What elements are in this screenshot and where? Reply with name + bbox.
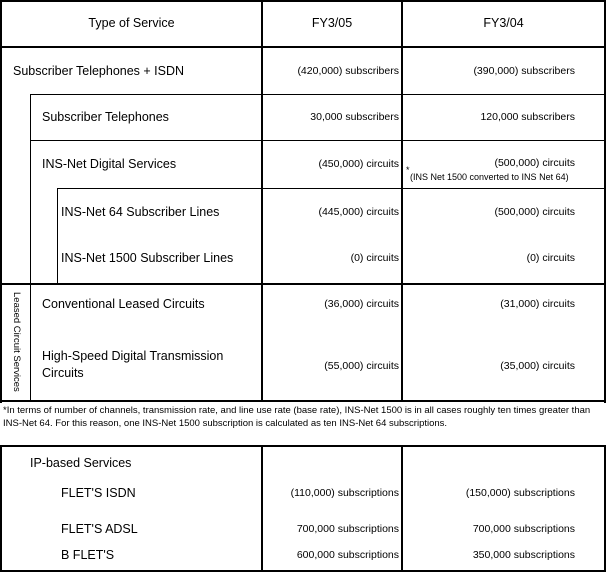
row-label-ins-net-64: INS-Net 64 Subscriber Lines xyxy=(61,205,220,219)
row-label-ins-net-digital-services: INS-Net Digital Services xyxy=(42,157,177,171)
ip-row-value-fy05: (110,000) subscriptions xyxy=(290,487,399,499)
ins-net-conversion-note: (INS Net 1500 converted to INS Net 64) xyxy=(410,172,569,182)
footnote: *In terms of number of channels, transmission rate, and line use rate (base rate), INS-Net 1500 is in all cases roughly ten times greater than INS-Net 64. For this reason, one INS-Net 1500 subscription is calculated as ten INS-Net 64 subscriptions. xyxy=(3,405,591,429)
table-border-bottom xyxy=(0,400,606,402)
row-label-ins-net-1500: INS-Net 1500 Subscriber Lines xyxy=(61,251,234,265)
ip-row-value-fy04: 350,000 subscriptions xyxy=(472,549,575,561)
row-value-fy04: 120,000 subscribers xyxy=(480,111,575,123)
row-label-conventional-leased-circuits: Conventional Leased Circuits xyxy=(42,297,205,311)
ip-based-services-title: IP-based Services xyxy=(30,456,132,470)
row-label-high-speed-digital-line1: High-Speed Digital Transmission xyxy=(42,349,224,363)
ip-row-label-flets-adsl: FLET'S ADSL xyxy=(61,522,138,536)
table-border-right xyxy=(604,0,606,403)
row-divider xyxy=(30,140,606,141)
table-border-left xyxy=(0,0,2,403)
row-value-fy04: (500,000) circuits xyxy=(494,157,575,169)
row-value-fy05: (450,000) circuits xyxy=(318,158,399,170)
footnote-asterisk: * xyxy=(406,165,410,175)
ip-row-value-fy04: 700,000 subscriptions xyxy=(472,523,575,535)
ip-row-label-flets-isdn: FLET'S ISDN xyxy=(61,486,136,500)
table-border-left xyxy=(0,445,2,572)
row-label-high-speed-digital-line2: Circuits xyxy=(42,366,84,380)
ip-row-value-fy05: 700,000 subscriptions xyxy=(296,523,399,535)
table-border-right xyxy=(604,445,606,572)
row-value-fy05: (55,000) circuits xyxy=(324,360,399,372)
row-label-subscriber-telephones: Subscriber Telephones xyxy=(42,110,169,124)
table-border-top xyxy=(0,445,606,447)
ip-row-label-b-flets: B FLET'S xyxy=(61,548,115,562)
row-value-fy04: (390,000) subscribers xyxy=(473,65,575,77)
ip-row-value-fy05: 600,000 subscriptions xyxy=(296,549,399,561)
row-value-fy04: (31,000) circuits xyxy=(500,298,575,310)
row-value-fy04: (0) circuits xyxy=(526,252,575,264)
col-divider-2 xyxy=(401,0,403,402)
header-divider xyxy=(0,46,606,48)
row-divider xyxy=(57,188,606,189)
inset-line-2 xyxy=(57,188,58,283)
row-value-fy05: 30,000 subscribers xyxy=(310,111,399,123)
table-border-bottom xyxy=(0,570,606,572)
col-divider-1 xyxy=(261,0,263,402)
header-type-of-service: Type of Service xyxy=(88,16,175,30)
table-border-top xyxy=(0,0,606,2)
row-value-fy04: (35,000) circuits xyxy=(500,360,575,372)
row-divider xyxy=(30,94,606,95)
row-label-subscriber-telephones-isdn: Subscriber Telephones + ISDN xyxy=(13,64,185,78)
leased-circuit-services-label: Leased Circuit Services xyxy=(11,292,22,392)
ip-row-value-fy04: (150,000) subscriptions xyxy=(465,487,575,499)
row-value-fy05: (445,000) circuits xyxy=(318,206,399,218)
row-value-fy04: (500,000) circuits xyxy=(494,206,575,218)
row-value-fy05: (36,000) circuits xyxy=(324,298,399,310)
row-divider xyxy=(0,283,606,285)
row-value-fy05: (420,000) subscribers xyxy=(297,65,399,77)
row-value-fy05: (0) circuits xyxy=(350,252,399,264)
header-fy3-04: FY3/04 xyxy=(483,16,524,30)
header-fy3-05: FY3/05 xyxy=(311,16,353,30)
